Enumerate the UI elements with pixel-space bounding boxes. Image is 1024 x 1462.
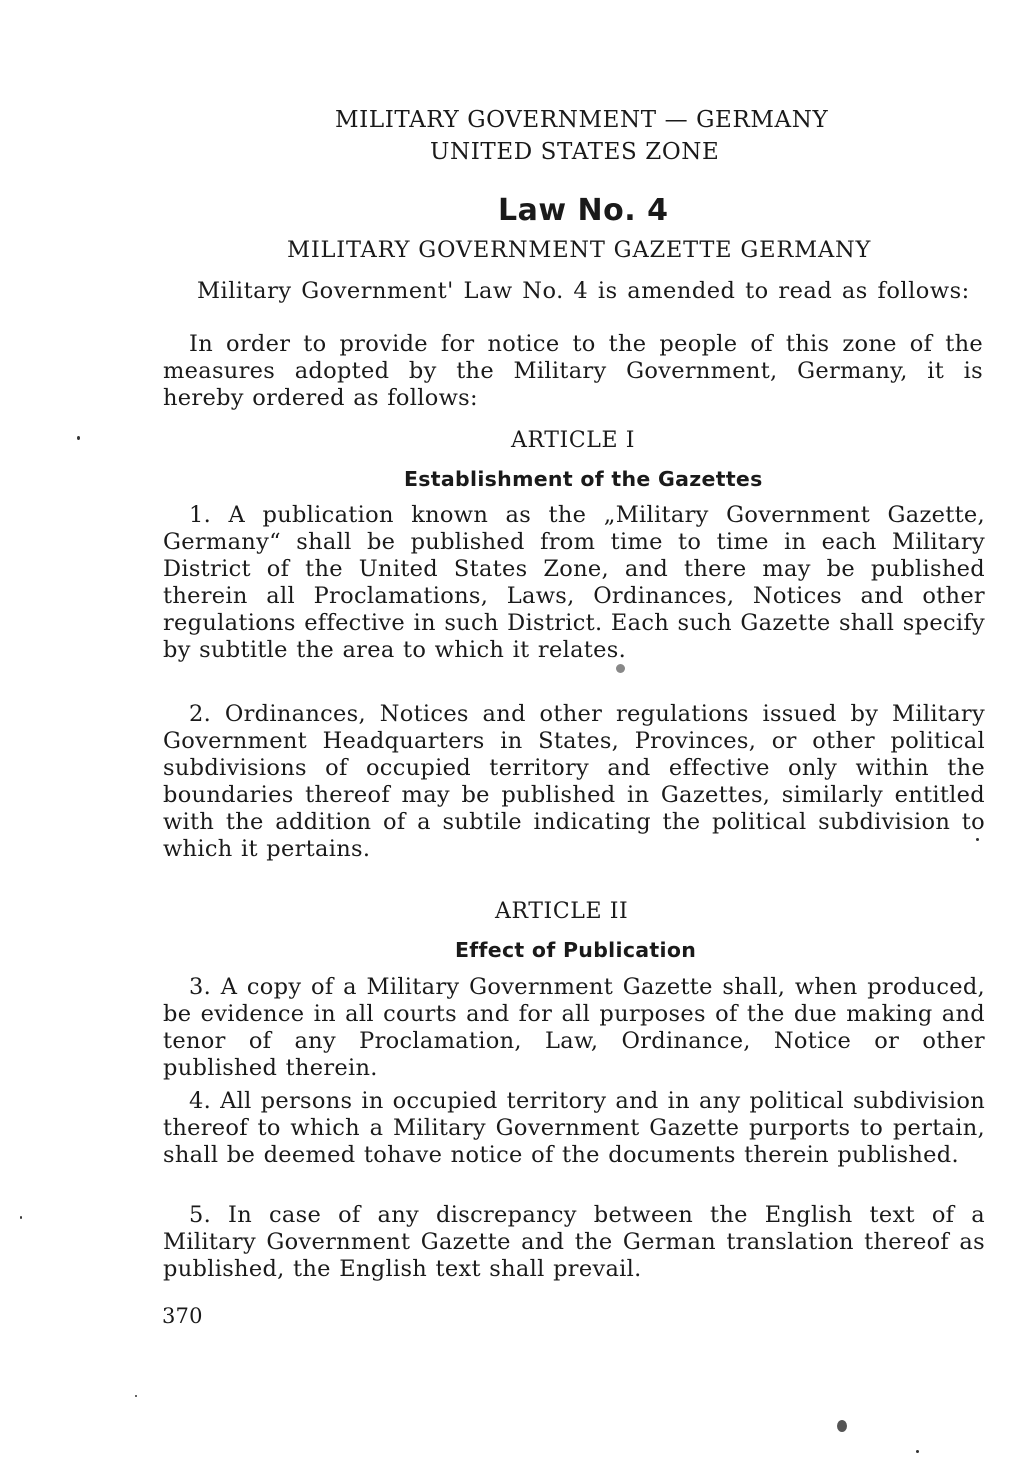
law-subtitle: MILITARY GOVERNMENT GAZETTE GERMANY bbox=[287, 237, 872, 263]
article-1-paragraph-1: 1. A publication known as the „Military Government Gazette, Germany“ shall be published from time to time in each Military District of the United States Zone, and there may be published therein all Proclamations, Laws, Ordinances, Notices and other regulations effective in such District. Each such Gazette shall specify by subtitle the area to which it relates. bbox=[163, 502, 985, 663]
scan-speck bbox=[976, 838, 979, 841]
header-line-2: UNITED STATES ZONE bbox=[430, 139, 720, 165]
page-number: 370 bbox=[162, 1304, 203, 1328]
article-2-paragraph-3: 3. A copy of a Military Government Gazette shall, when produced, be evidence in all courts and for all purposes of the due making and tenor of any Proclamation, Law, Ordinance, Notice or other published therein. bbox=[163, 974, 985, 1081]
scan-speck bbox=[20, 1216, 22, 1219]
article-2-paragraph-4: 4. All persons in occupied territory and in any political subdivision thereof to which a Military Government Gazette purports to pertain, shall be deemed tohave notice of the documents therein published. bbox=[163, 1088, 985, 1168]
scan-speck bbox=[616, 664, 625, 673]
article-1-paragraph-2: 2. Ordinances, Notices and other regulations issued by Military Government Headquarters in States, Provinces, or other political subdivisions of occupied territory and effective only within the boundaries thereof may be published in Gazettes, similarly entitled with the addition of a subtile indicating the political subdivision to which it pertains. bbox=[163, 701, 985, 862]
scan-speck bbox=[916, 1450, 919, 1453]
law-amendment: Military Government' Law No. 4 is amended to read as follows: bbox=[197, 278, 970, 304]
article-1-number: ARTICLE I bbox=[511, 428, 636, 453]
preamble-paragraph: In order to provide for notice to the people of this zone of the measures adopted by the Military Government, Germany, it is hereby ordered as follows: bbox=[163, 331, 983, 411]
scan-speck bbox=[837, 1420, 847, 1432]
article-2-paragraph-5: 5. In case of any discrepancy between the English text of a Military Government Gazette and the German translation thereof as published, the English text shall prevail. bbox=[163, 1202, 985, 1282]
scan-speck bbox=[77, 436, 80, 440]
article-2-number: ARTICLE II bbox=[495, 899, 629, 924]
article-2-heading: Effect of Publication bbox=[455, 938, 697, 962]
law-title: Law No. 4 bbox=[498, 193, 669, 228]
scan-speck bbox=[135, 1395, 137, 1397]
article-1-heading: Establishment of the Gazettes bbox=[404, 467, 763, 491]
header-line-1: MILITARY GOVERNMENT — GERMANY bbox=[335, 107, 829, 133]
